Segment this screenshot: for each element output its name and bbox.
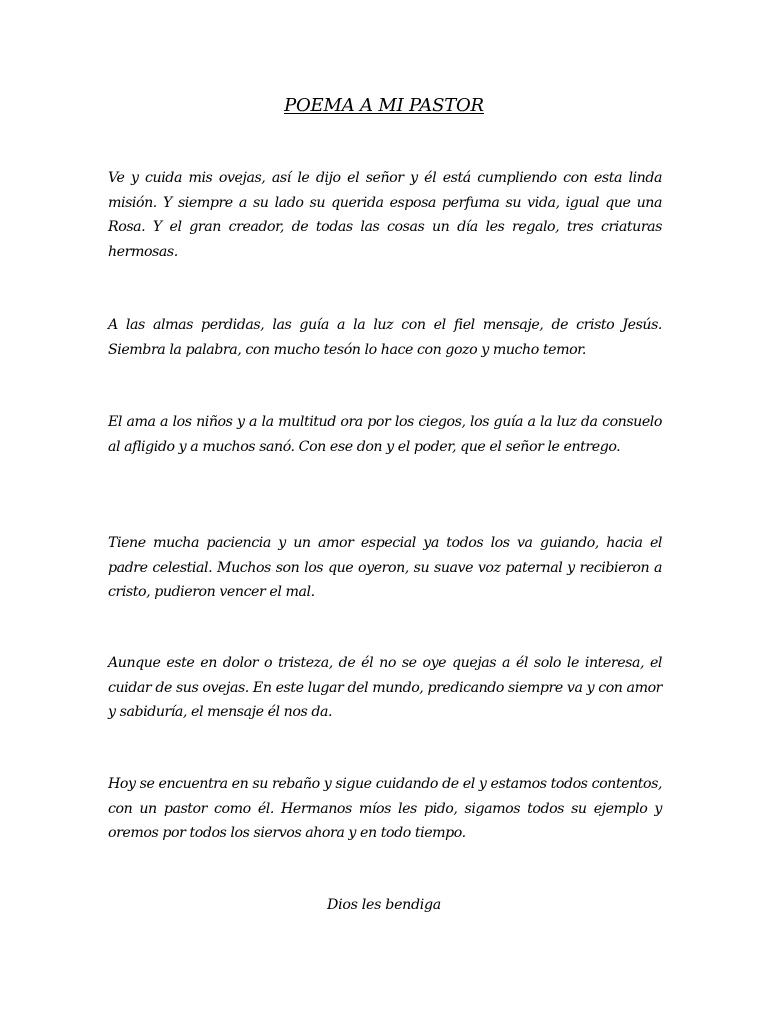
poem-paragraph-2: A las almas perdidas, las guía a la luz con el fiel mensaje, de cristo Jesús. Siembra la palabra, con mucho tesón lo hace con gozo y mucho temor.: [108, 317, 662, 358]
poem-title: POEMA A MI PASTOR: [284, 95, 484, 116]
poem-paragraph-5: Aunque este en dolor o tristeza, de él no se oye quejas a él solo le interesa, el cuidar de sus ovejas. En este lugar del mundo, predicando siempre va y con amor y sabiduría, el mensaje él nos da.: [108, 655, 662, 720]
poem-paragraph-4: Tiene mucha paciencia y un amor especial ya todos los va guiando, hacia el padre celestial. Muchos son los que oyeron, su suave voz paternal y recibieron a cristo, pudieron vencer el mal.: [108, 535, 662, 600]
poem-paragraph-6: Hoy se encuentra en su rebaño y sigue cuidando de el y estamos todos contentos, con un pastor como él. Hermanos míos les pido, sigamos todos su ejemplo y oremos por todos los siervos ahora y en todo tiempo.: [108, 776, 662, 841]
closing-blessing: Dios les bendiga: [327, 897, 441, 913]
poem-paragraph-3: El ama a los niños y a la multitud ora por los ciegos, los guía a la luz da consuelo al afligido y a muchos sanó. Con ese don y el poder, que el señor le entrego.: [108, 414, 662, 455]
poem-paragraph-1: Ve y cuida mis ovejas, así le dijo el señor y él está cumpliendo con esta linda misión. Y siempre a su lado su querida esposa perfuma su vida, igual que una Rosa. Y el gran creador, de todas las cosas un día les regalo, tres criaturas hermosas.: [108, 170, 662, 260]
